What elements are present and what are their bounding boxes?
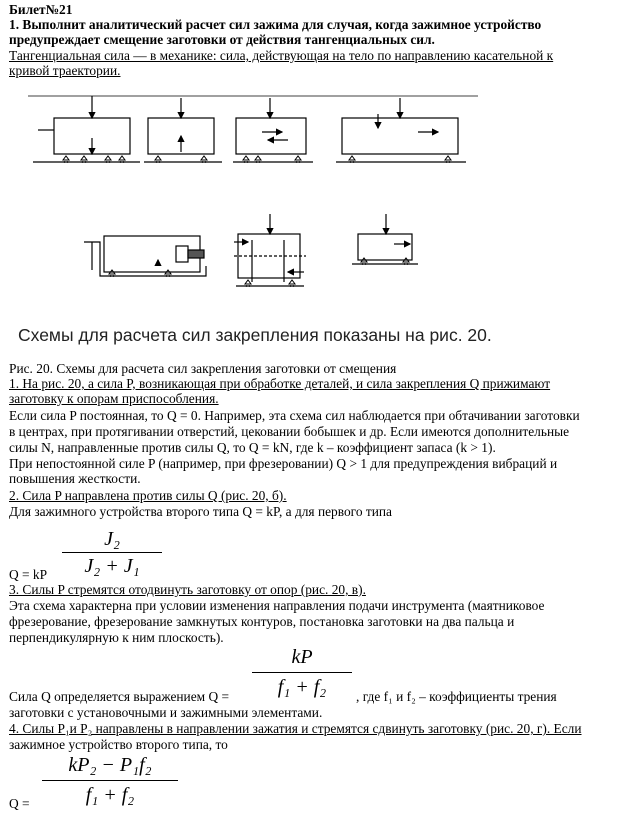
formula1-fraction-bar	[62, 552, 162, 553]
para9-line1: 4. Силы P₁и P₂ направлены в направлении зажатия и стремятся сдвинуть заготовку (рис. 20, г). Если	[9, 721, 582, 736]
para2-line2: в центрах, при протягивании отверстий, цековании бобышек и др. Если имеются дополнительные	[9, 424, 570, 439]
para1-line1: 1. На рис. 20, а сила P, возникающая при обработке деталей, и сила закрепления Q прижимают	[9, 376, 551, 391]
para8-post: , где f₁ и f₂ – коэффициенты трения	[356, 689, 557, 704]
para7-line2: фрезерование, фрезерование замкнутых контуров, постановка заготовки на два пальца и	[9, 614, 515, 629]
formula2-fraction-bar	[252, 672, 352, 673]
formula2-numerator: kP	[291, 646, 313, 668]
para8-line2: заготовки с установочными и зажимными элементами.	[9, 705, 323, 720]
formula3-denominator: f₁ + f₂	[85, 784, 135, 806]
formula1-numerator: J₂	[104, 528, 120, 550]
para5: Для зажимного устройства второго типа Q = kP, а для первого типа	[9, 504, 393, 519]
task-line-1: 1. Выполнит аналитический расчет сил зажима для случая, когда зажимное устройство	[9, 17, 542, 32]
formula3-fraction-bar	[42, 780, 178, 781]
para9-line2: зажимное устройство второго типа, то	[9, 737, 228, 752]
para3-line2: повышения жесткости.	[9, 471, 141, 486]
para4: 2. Сила P направлена против силы Q (рис. 20, б).	[9, 488, 287, 503]
formula1-denominator: J₂ + J₁	[84, 555, 140, 577]
formula3-lhs: Q =	[9, 796, 30, 811]
ticket-title: Билет№21	[9, 2, 73, 17]
fig-caption: Рис. 20. Схемы для расчета сил закрепления заготовки от смещения	[9, 361, 397, 376]
definition-line-2: кривой траектории.	[9, 63, 121, 78]
figure-caption-in-image: Схемы для расчета сил закрепления показаны на рис. 20.	[18, 325, 492, 345]
para3-line1: При непостоянной силе P (например, при фрезеровании) Q > 1 для предупреждения вибраций и	[9, 456, 558, 471]
para7-line3: перпендикулярную к ним плоскость).	[9, 630, 224, 645]
formula2-denominator: f₁ + f₂	[277, 676, 327, 698]
para8-pre: Сила Q определяется выражением Q =	[9, 689, 230, 704]
force-schemes-figure	[8, 94, 493, 349]
task-line-2: предупреждает смещение заготовки от действия тангенциальных сил.	[9, 32, 435, 47]
para2-line1: Если сила P постоянная, то Q = 0. Например, эта схема сил наблюдается при обтачивании заготовки	[9, 408, 580, 423]
formula1-lhs: Q = kP	[9, 567, 48, 582]
para1-line2: заготовку к опорам приспособления.	[9, 391, 219, 406]
formula3-numerator: kP₂ − P₁f₂	[68, 754, 152, 776]
para7-line1: Эта схема характерна при условии изменения направления подачи инструмента (маятниковое	[9, 598, 545, 613]
definition-line-1: Тангенциальная сила — в механике: сила, действующая на тело по направлению касательной к	[9, 48, 554, 63]
para2-line3: силы N, направленные против силы Q, то Q = kN, где k – коэффициент запаса (k > 1).	[9, 440, 496, 455]
para6: 3. Силы P стремятся отодвинуть заготовку от опор (рис. 20, в).	[9, 582, 366, 597]
force-schemes-drawing	[8, 94, 493, 324]
